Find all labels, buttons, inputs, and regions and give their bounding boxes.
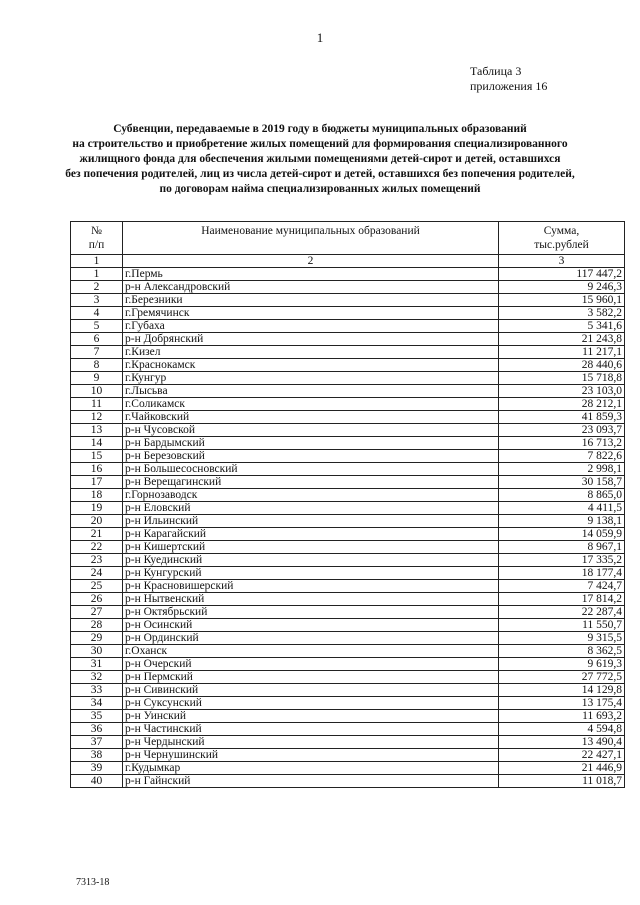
subsidy-amount: 9 619,3 — [499, 658, 625, 671]
municipality-name: р-н Суксунский — [123, 697, 499, 710]
table-row — [71, 775, 625, 788]
row-number: 20 — [71, 515, 123, 528]
table-row — [71, 619, 625, 632]
subsidy-amount: 3 582,2 — [499, 307, 625, 320]
subsidy-amount: 2 998,1 — [499, 463, 625, 476]
table-row — [71, 684, 625, 697]
municipality-name: р-н Пермский — [123, 671, 499, 684]
municipality-name: г.Пермь — [123, 268, 499, 281]
subsidy-amount: 18 177,4 — [499, 567, 625, 580]
municipality-name: р-н Чердынский — [123, 736, 499, 749]
table-row — [71, 268, 625, 281]
table-row — [71, 554, 625, 567]
subsidy-amount: 11 550,7 — [499, 619, 625, 632]
table-row — [71, 541, 625, 554]
table-row — [71, 437, 625, 450]
row-number: 16 — [71, 463, 123, 476]
subsidy-amount: 9 246,3 — [499, 281, 625, 294]
municipality-name: р-н Нытвенский — [123, 593, 499, 606]
table-reference-line: приложения 16 — [470, 79, 548, 93]
subsidy-amount: 23 103,0 — [499, 385, 625, 398]
table-row — [71, 671, 625, 684]
municipality-name: г.Лысьва — [123, 385, 499, 398]
subsidy-amount: 4 411,5 — [499, 502, 625, 515]
column-index-row — [71, 255, 625, 268]
subsidy-amount: 7 822,6 — [499, 450, 625, 463]
title-line: по договорам найма специализированных жилых помещений — [159, 183, 481, 195]
subsidy-amount: 22 427,1 — [499, 749, 625, 762]
subsidy-amount: 9 315,5 — [499, 632, 625, 645]
row-number: 29 — [71, 632, 123, 645]
table-row — [71, 593, 625, 606]
municipality-name: г.Чайковский — [123, 411, 499, 424]
table-row — [71, 580, 625, 593]
subsidy-amount: 41 859,3 — [499, 411, 625, 424]
municipality-name: р-н Чусовской — [123, 424, 499, 437]
municipality-name: р-н Березовский — [123, 450, 499, 463]
subsidy-amount: 28 440,6 — [499, 359, 625, 372]
municipality-name: р-н Добрянский — [123, 333, 499, 346]
page-number: 1 — [316, 30, 324, 45]
row-number: 36 — [71, 723, 123, 736]
table-row — [71, 450, 625, 463]
row-number: 30 — [71, 645, 123, 658]
header-sum — [499, 222, 625, 255]
municipality-name: р-н Красновишерский — [123, 580, 499, 593]
row-number: 22 — [71, 541, 123, 554]
table-row — [71, 424, 625, 437]
row-number: 14 — [71, 437, 123, 450]
subsidy-amount: 7 424,7 — [499, 580, 625, 593]
table-row — [71, 476, 625, 489]
row-number: 23 — [71, 554, 123, 567]
row-number: 12 — [71, 411, 123, 424]
subsidy-amount: 11 018,7 — [499, 775, 625, 788]
footer-code: 7313-18 — [76, 877, 110, 888]
municipality-name: р-н Ильинский — [123, 515, 499, 528]
table-reference-line: Таблица 3 — [470, 64, 522, 78]
municipality-name: г.Горнозаводск — [123, 489, 499, 502]
table-row — [71, 307, 625, 320]
municipality-name: р-н Бардымский — [123, 437, 499, 450]
subsidy-amount: 23 093,7 — [499, 424, 625, 437]
table-row — [71, 736, 625, 749]
row-number: 37 — [71, 736, 123, 749]
table-row — [71, 567, 625, 580]
table-row — [71, 632, 625, 645]
table-row — [71, 528, 625, 541]
table-row — [71, 294, 625, 307]
municipality-name: р-н Ординский — [123, 632, 499, 645]
row-number: 11 — [71, 398, 123, 411]
subsidy-amount: 5 341,6 — [499, 320, 625, 333]
table-row — [71, 606, 625, 619]
column-index: 2 — [123, 255, 499, 268]
municipality-name: г.Соликамск — [123, 398, 499, 411]
municipality-name: г.Оханск — [123, 645, 499, 658]
municipality-name: р-н Верещагинский — [123, 476, 499, 489]
subsidy-amount: 8 865,0 — [499, 489, 625, 502]
table-row — [71, 489, 625, 502]
subsidy-amount: 117 447,2 — [499, 268, 625, 281]
municipality-name: г.Кудымкар — [123, 762, 499, 775]
subsidy-amount: 21 446,9 — [499, 762, 625, 775]
row-number: 6 — [71, 333, 123, 346]
row-number: 40 — [71, 775, 123, 788]
table-row — [71, 502, 625, 515]
row-number: 34 — [71, 697, 123, 710]
municipality-name: р-н Большесосновский — [123, 463, 499, 476]
row-number: 5 — [71, 320, 123, 333]
subsidy-amount: 13 175,4 — [499, 697, 625, 710]
row-number: 33 — [71, 684, 123, 697]
row-number: 18 — [71, 489, 123, 502]
municipality-name: р-н Гайнский — [123, 775, 499, 788]
subsidy-amount: 17 335,2 — [499, 554, 625, 567]
row-number: 7 — [71, 346, 123, 359]
table-row — [71, 359, 625, 372]
row-number: 3 — [71, 294, 123, 307]
subsidy-amount: 15 718,8 — [499, 372, 625, 385]
table-row — [71, 333, 625, 346]
municipality-name: г.Гремячинск — [123, 307, 499, 320]
municipality-name: р-н Чернушинский — [123, 749, 499, 762]
row-number: 17 — [71, 476, 123, 489]
table-row — [71, 411, 625, 424]
subsidy-amount: 15 960,1 — [499, 294, 625, 307]
row-number: 10 — [71, 385, 123, 398]
subsidy-amount: 21 243,8 — [499, 333, 625, 346]
column-index: 1 — [71, 255, 123, 268]
subsidy-amount: 27 772,5 — [499, 671, 625, 684]
subsidy-amount: 13 490,4 — [499, 736, 625, 749]
row-number: 32 — [71, 671, 123, 684]
subsidy-amount: 22 287,4 — [499, 606, 625, 619]
table-row — [71, 281, 625, 294]
subsidy-amount: 8 362,5 — [499, 645, 625, 658]
table-reference — [470, 64, 580, 94]
document-title — [40, 122, 600, 197]
table-row — [71, 385, 625, 398]
table-row — [71, 515, 625, 528]
municipality-name: р-н Сивинский — [123, 684, 499, 697]
subsidy-amount: 14 129,8 — [499, 684, 625, 697]
row-number: 19 — [71, 502, 123, 515]
subsidy-amount: 11 693,2 — [499, 710, 625, 723]
municipality-name: г.Краснокамск — [123, 359, 499, 372]
title-line: на строительство и приобретение жилых помещений для формирования специализированного — [72, 138, 568, 150]
row-number: 27 — [71, 606, 123, 619]
row-number: 26 — [71, 593, 123, 606]
row-number: 25 — [71, 580, 123, 593]
row-number: 9 — [71, 372, 123, 385]
subsidy-amount: 30 158,7 — [499, 476, 625, 489]
table-row — [71, 346, 625, 359]
table-row — [71, 645, 625, 658]
municipality-name: г.Кизел — [123, 346, 499, 359]
municipality-name: р-н Куединский — [123, 554, 499, 567]
table-row — [71, 658, 625, 671]
row-number: 35 — [71, 710, 123, 723]
header-name: Наименование муниципальных образований — [123, 222, 499, 255]
row-number: 39 — [71, 762, 123, 775]
table-row — [71, 697, 625, 710]
subsidy-amount: 9 138,1 — [499, 515, 625, 528]
municipality-name: г.Кунгур — [123, 372, 499, 385]
municipality-name: р-н Кунгурский — [123, 567, 499, 580]
municipality-name: р-н Уинский — [123, 710, 499, 723]
subsidy-amount: 4 594,8 — [499, 723, 625, 736]
column-index: 3 — [499, 255, 625, 268]
title-line: жилищного фонда для обеспечения жилыми помещениями детей-сирот и детей, оставшихся — [79, 153, 561, 165]
row-number: 13 — [71, 424, 123, 437]
row-number: 28 — [71, 619, 123, 632]
table-row — [71, 320, 625, 333]
row-number: 15 — [71, 450, 123, 463]
subsidy-table — [70, 221, 625, 788]
table-row — [71, 762, 625, 775]
subsidy-amount: 11 217,1 — [499, 346, 625, 359]
row-number: 8 — [71, 359, 123, 372]
municipality-name: р-н Частинский — [123, 723, 499, 736]
subsidy-amount: 8 967,1 — [499, 541, 625, 554]
table-header-row — [71, 222, 625, 255]
header-sum-line: Сумма, — [543, 225, 580, 237]
table-row — [71, 398, 625, 411]
table-row — [71, 710, 625, 723]
municipality-name: р-н Кишертский — [123, 541, 499, 554]
municipality-name: г.Березники — [123, 294, 499, 307]
municipality-name: р-н Александровский — [123, 281, 499, 294]
municipality-name: р-н Очерский — [123, 658, 499, 671]
row-number: 38 — [71, 749, 123, 762]
municipality-name: г.Губаха — [123, 320, 499, 333]
table-row — [71, 372, 625, 385]
subsidy-amount: 16 713,2 — [499, 437, 625, 450]
subsidy-amount: 14 059,9 — [499, 528, 625, 541]
row-number: 21 — [71, 528, 123, 541]
row-number: 4 — [71, 307, 123, 320]
row-number: 24 — [71, 567, 123, 580]
table-row — [71, 723, 625, 736]
subsidy-amount: 17 814,2 — [499, 593, 625, 606]
table-row — [71, 463, 625, 476]
subsidy-amount: 28 212,1 — [499, 398, 625, 411]
title-line: без попечения родителей, лиц из числа детей-сирот и детей, оставшихся без попечения родителей, — [65, 168, 575, 180]
municipality-name: р-н Октябрьский — [123, 606, 499, 619]
municipality-name: р-н Осинский — [123, 619, 499, 632]
header-number-line: № — [91, 225, 102, 237]
table-row — [71, 749, 625, 762]
header-sum-line: тыс.рублей — [534, 239, 589, 251]
municipality-name: р-н Карагайский — [123, 528, 499, 541]
row-number: 2 — [71, 281, 123, 294]
row-number: 31 — [71, 658, 123, 671]
header-number — [71, 222, 123, 255]
header-number-line: п/п — [88, 239, 105, 251]
title-line: Субвенции, передаваемые в 2019 году в бюджеты муниципальных образований — [113, 123, 527, 135]
municipality-name: р-н Еловский — [123, 502, 499, 515]
row-number: 1 — [71, 268, 123, 281]
